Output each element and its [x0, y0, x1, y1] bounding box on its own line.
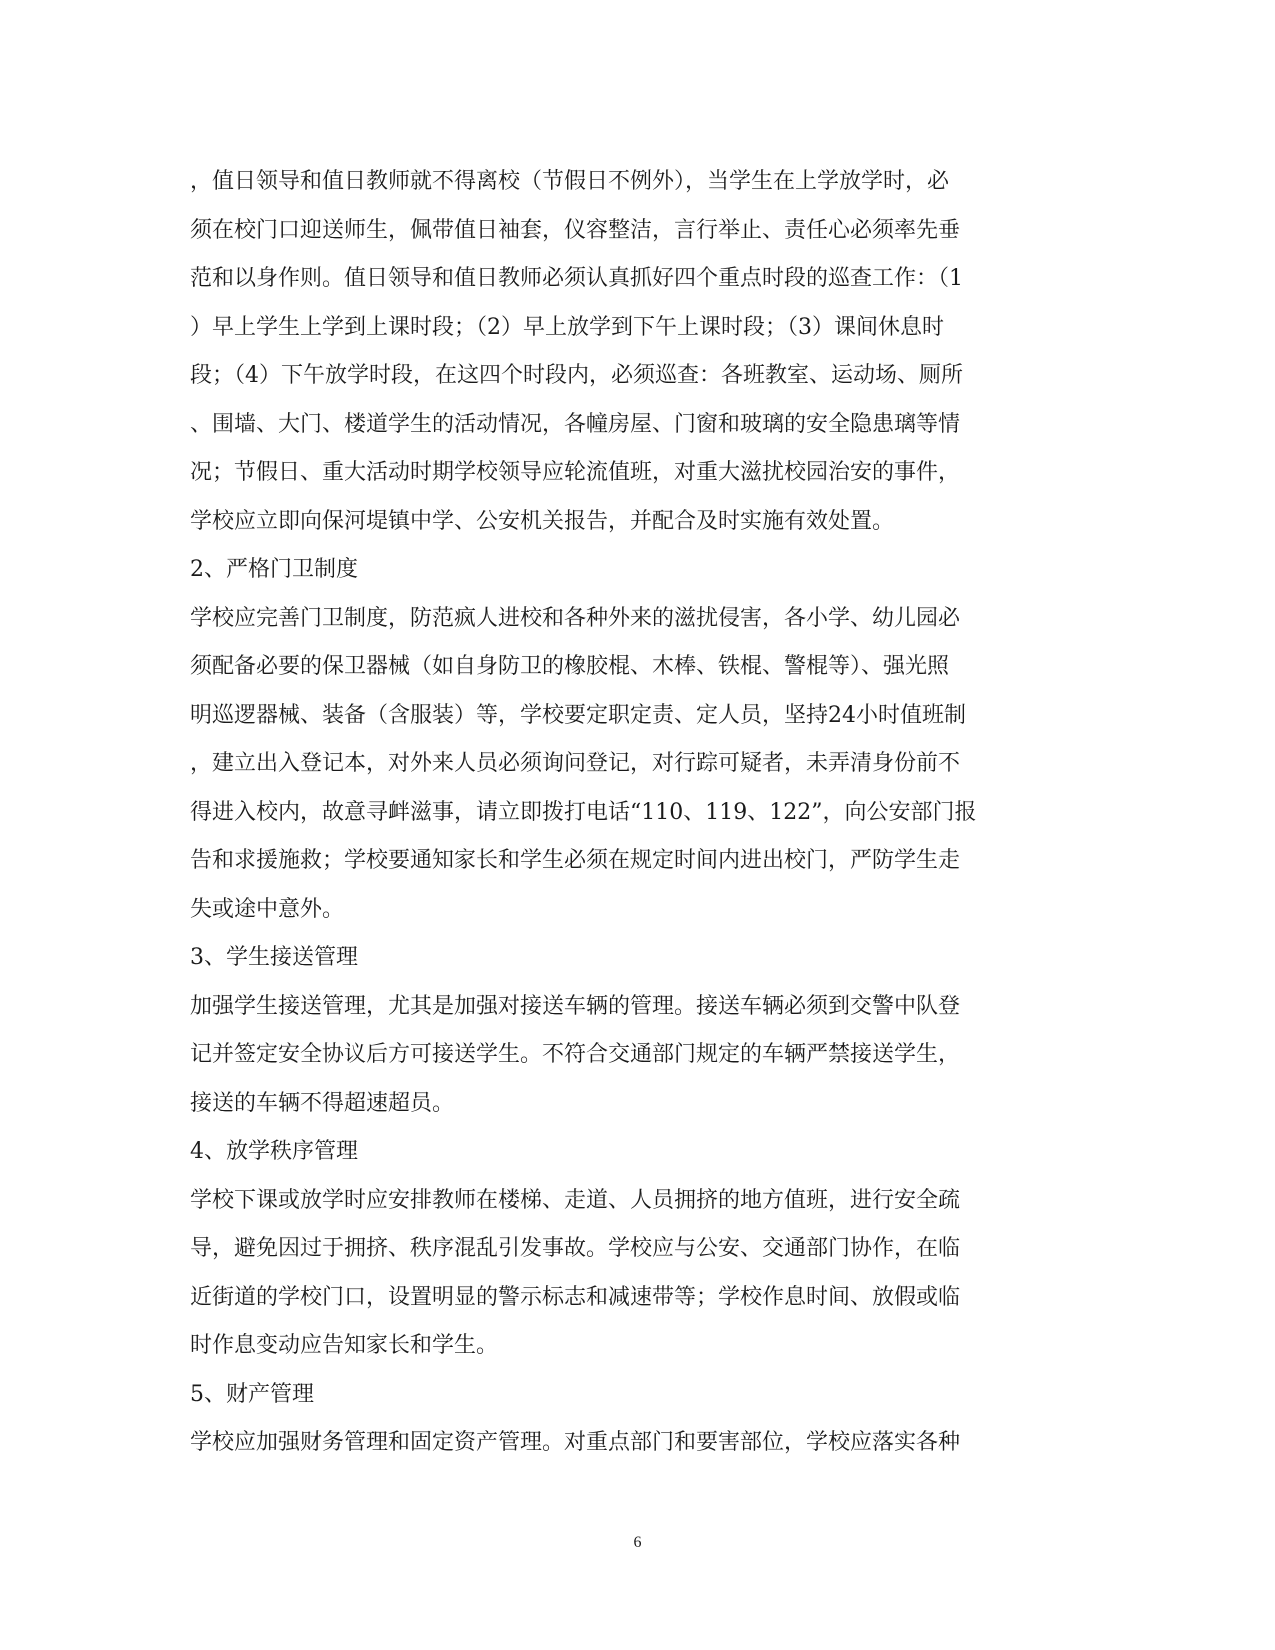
- text-line: 失或途中意外。: [190, 896, 345, 922]
- text-line: 得进入校内，故意寻衅滋事，请立即拨打电话“110、119、122”，向公安部门报: [190, 799, 977, 825]
- text-line: 学校下课或放学时应安排教师在楼梯、走道、人员拥挤的地方值班，进行安全疏: [190, 1187, 961, 1213]
- page-number: 6: [633, 1534, 642, 1551]
- body-text: [190, 158, 1080, 1468]
- section-heading: 5、财产管理: [190, 1381, 314, 1407]
- text-line: ，值日领导和值日教师就不得离校（节假日不例外），当学生在上学放学时，必: [190, 169, 950, 194]
- text-line: 况；节假日、重大活动时期学校领导应轮流值班，对重大滋扰校园治安的事件，: [190, 460, 961, 485]
- section-heading: 3、学生接送管理: [190, 945, 358, 970]
- text-line: 学校应立即向保河堤镇中学、公安机关报告，并配合及时实施有效处置。: [190, 508, 895, 534]
- text-line: 告和求援施救；学校要通知家长和学生必须在规定时间内进出校门，严防学生走: [190, 848, 961, 873]
- text-line: 学校应加强财务管理和固定资产管理。对重点部门和要害部位，学校应落实各种: [190, 1430, 961, 1455]
- text-line: ，建立出入登记本，对外来人员必须询问登记，对行踪可疑者，未弄清身份前不: [190, 751, 961, 776]
- text-line: 记并签定安全协议后方可接送学生。不符合交通部门规定的车辆严禁接送学生，: [190, 1042, 961, 1067]
- text-line: 须在校门口迎送师生，佩带值日袖套，仪容整洁，言行举止、责任心必须率先垂: [190, 217, 961, 243]
- text-line: 导，避免因过于拥挤、秩序混乱引发事故。学校应与公安、交通部门协作，在临: [190, 1236, 961, 1261]
- text-line: 接送的车辆不得超速超员。: [190, 1090, 455, 1116]
- text-line: 段；（4）下午放学时段，在这四个时段内，必须巡查：各班教室、运动场、厕所: [190, 363, 963, 388]
- text-line: 近街道的学校门口，设置明显的警示标志和减速带等；学校作息时间、放假或临: [190, 1284, 961, 1310]
- section-heading: 4、放学秩序管理: [190, 1139, 358, 1164]
- text-line: 时作息变动应告知家长和学生。: [190, 1333, 499, 1358]
- text-line: 、围墙、大门、楼道学生的活动情况，各幢房屋、门窗和玻璃的安全隐患璃等情: [190, 411, 961, 437]
- text-line: 须配备必要的保卫器械（如自身防卫的橡胶棍、木棒、铁棍、警棍等）、强光照: [190, 654, 950, 679]
- text-line: ）早上学生上学到上课时段；（2）早上放学到下午上课时段；（3）课间休息时: [190, 314, 944, 340]
- text-line: 加强学生接送管理，尤其是加强对接送车辆的管理。接送车辆必须到交警中队登: [190, 993, 961, 1019]
- text-line: 明巡逻器械、装备（含服装）等，学校要定职定责、定人员，坚持24小时值班制: [190, 702, 966, 728]
- text-line: 学校应完善门卫制度，防范疯人进校和各种外来的滋扰侵害，各小学、幼儿园必: [190, 605, 961, 631]
- text-line: 范和以身作则。值日领导和值日教师必须认真抓好四个重点时段的巡查工作：（1: [190, 266, 963, 291]
- section-heading: 2、严格门卫制度: [190, 557, 358, 582]
